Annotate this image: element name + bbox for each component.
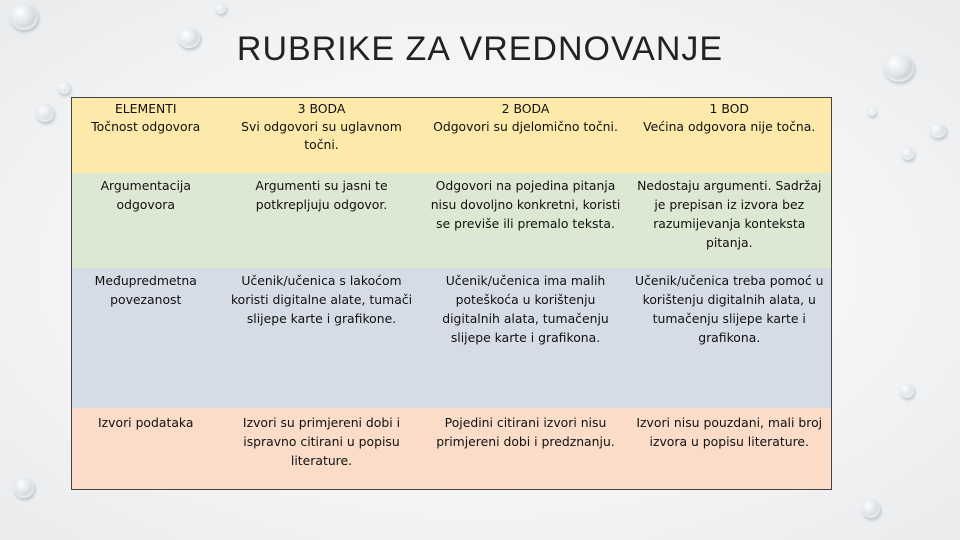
rubric-table <box>71 97 832 490</box>
table-row <box>72 408 832 490</box>
table-row <box>72 268 832 407</box>
table-cell <box>424 98 628 174</box>
water-drop-decoration <box>36 104 54 122</box>
table-row <box>72 98 832 174</box>
water-drop-decoration <box>14 478 34 498</box>
cell-text: Odgovori su djelomično točni. <box>433 119 618 134</box>
column-header-3-boda: 3 BODA <box>297 101 346 116</box>
table-cell <box>628 98 832 174</box>
row-label: Točnost odgovora <box>91 119 201 134</box>
row-label: Izvori podataka <box>72 408 220 490</box>
cell-text: Učenik/učenica s lakoćom koristi digitalne alate, tumači slijepe karte i grafikone. <box>220 268 424 407</box>
cell-text: Učenik/učenica treba pomoć u korištenju digitalnih alata, u tumačenju slijepe karte i grafikona. <box>628 268 832 407</box>
slide-title: RUBRIKE ZA VREDNOVANJE <box>236 30 724 68</box>
row-label: Argumentacija odgovora <box>72 173 220 268</box>
cell-text: Odgovori na pojedina pitanja nisu dovoljno konkretni, koristi se previše ili premalo teksta. <box>424 173 628 268</box>
water-drop-decoration <box>216 4 226 14</box>
water-drop-decoration <box>862 500 880 518</box>
table-row <box>72 173 832 268</box>
cell-text: Argumenti su jasni te potkrepljuju odgovor. <box>220 173 424 268</box>
water-drop-decoration <box>10 4 38 30</box>
cell-text: Učenik/učenica ima malih poteškoća u korištenju digitalnih alata, tumačenju slijepe karte i grafikona. <box>424 268 628 407</box>
table-cell <box>72 98 220 174</box>
column-header-elementi: ELEMENTI <box>114 101 177 116</box>
water-drop-decoration <box>868 108 876 116</box>
cell-text: Pojedini citirani izvori nisu primjereni dobi i predznanju. <box>424 408 628 490</box>
table-cell <box>220 98 424 174</box>
cell-text: Izvori nisu pouzdani, mali broj izvora u popisu literature. <box>628 408 832 490</box>
water-drop-decoration <box>930 124 946 138</box>
column-header-2-boda: 2 BODA <box>501 101 550 116</box>
cell-text: Većina odgovora nije točna. <box>643 119 816 134</box>
cell-text: Izvori su primjereni dobi i ispravno citirani u popisu literature. <box>220 408 424 490</box>
water-drop-decoration <box>58 82 70 94</box>
water-drop-decoration <box>902 148 914 160</box>
cell-text: Nedostaju argumenti. Sadržaj je prepisan iz izvora bez razumijevanja konteksta pitanja. <box>628 173 832 268</box>
row-label: Međupredmetna povezanost <box>72 268 220 407</box>
water-drop-decoration <box>900 384 914 398</box>
column-header-1-bod: 1 BOD <box>709 101 749 116</box>
cell-text: Svi odgovori su uglavnom točni. <box>241 119 402 152</box>
